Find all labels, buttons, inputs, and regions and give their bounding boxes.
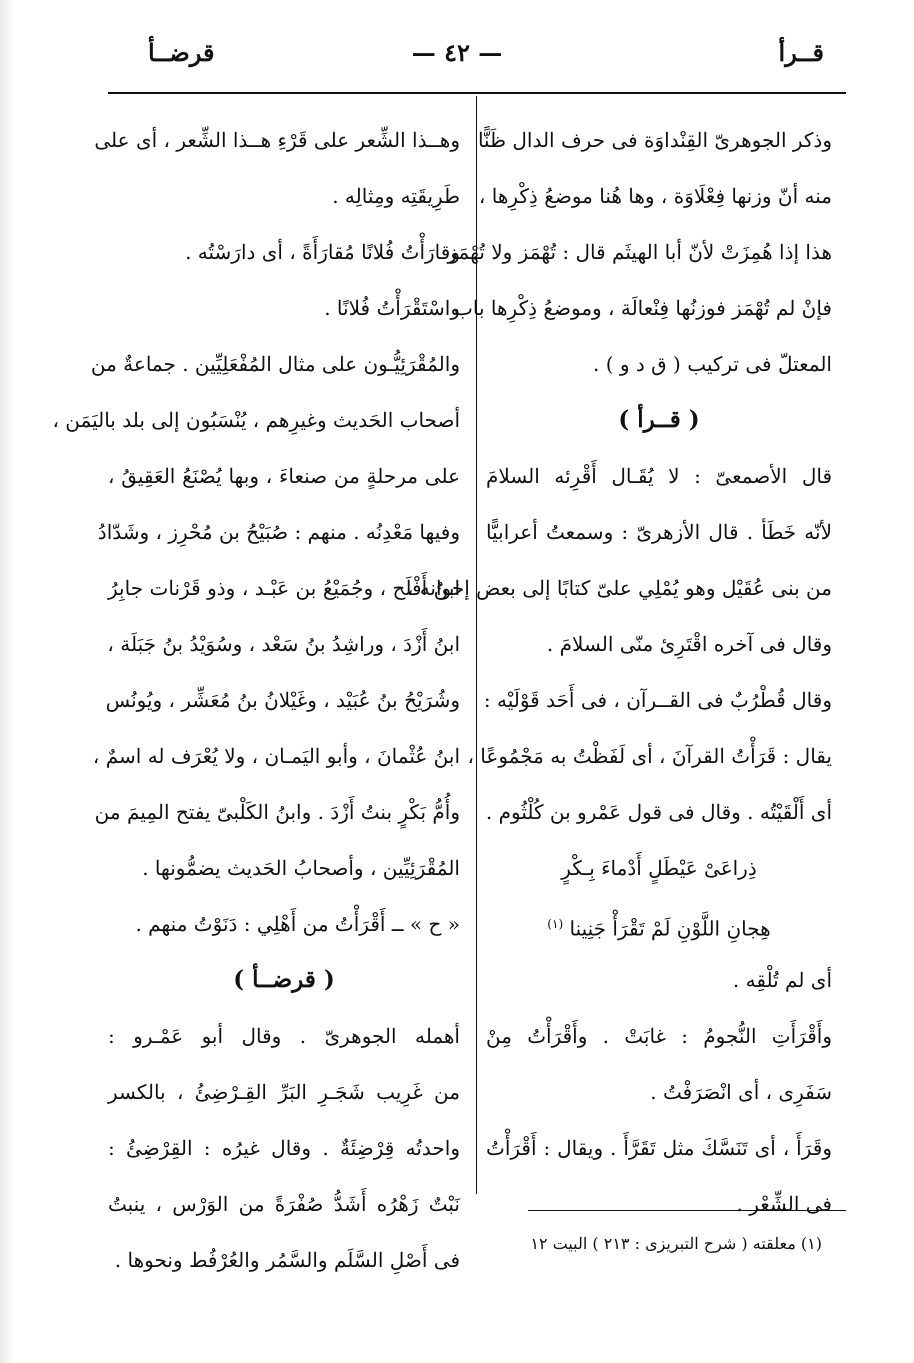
entry-heading: ( قرضــأ ) — [233, 966, 335, 993]
text-line: لأنّه خَطَأ . قال الأزهرىّ : وسمعتُ أعرابيًّا — [486, 520, 832, 544]
text-line: أى لم تُلْقِه . — [732, 968, 832, 992]
text-line: وأَقْرَأَتِ النُّجومُ : غابَتْ . وأَقْرَأْتُ مِنْ — [486, 1024, 832, 1048]
right-column — [406, 112, 832, 1232]
text-line: يقال : قَرَأْتُ القرآنَ ، أى لَفَظْتُ به مَجْمُوعًا ، — [467, 744, 832, 768]
scan-edge-shading — [0, 0, 14, 1363]
header-entry-word: قــرأ — [778, 38, 824, 67]
verse-line: هِجانِ اللَّوْنِ لَمْ تَقْرَأْ جَنِينا $^{(١)}$ — [547, 916, 771, 941]
text-line: وفيها مَعْدِنُه . منهم : صُبَيْحُ بن مُحْرِز ، وشَدّادُ — [97, 520, 460, 544]
text-line: سَفَرِى ، أى انْصَرَفْتُ . — [650, 1080, 832, 1104]
left-column — [52, 112, 460, 1288]
text-line: قال الأصمعىّ : لا يُقَـال أَقْرِئه السلامَ — [486, 464, 832, 488]
text-line: فإنْ لم تُهْمَز فوزنُها فِنْعالَة ، وموضعُ ذِكْرِها باب — [454, 296, 832, 320]
text-line: « ح » ــ أَقْرَأْتُ من أَهْلِي : دَنَوْتُ منهم . — [135, 912, 460, 936]
text-line: واسْتَقْرَأْتُ فُلانًا . — [324, 296, 460, 320]
entry-heading: ( قــرأ ) — [618, 406, 700, 433]
text-line: فى الشِّعْر . — [736, 1192, 832, 1216]
footnote-rule — [528, 1210, 846, 1211]
text-line: أصحاب الحَديث وغيرِهم ، يُنْسَبُون إلى بلد باليَمَن ، — [52, 408, 460, 432]
text-line: المعتلّ فى تركيب ( ق د و ) . — [593, 352, 832, 376]
text-line: وشُرَيْحُ بنُ عُبَيْد ، وغَيْلانُ بنُ مُعَشِّر ، ويُونُس — [105, 688, 460, 712]
text-line: وذكر الجوهرىّ القِنْداوَة فى حرف الدال ظَنًّا — [477, 128, 832, 152]
verse-line: ذِراعَىْ عَيْطَلٍ أَدْماءَ بِـكْرٍ — [561, 856, 757, 880]
page-number: — ٤٢ — — [411, 38, 503, 67]
text-line: طَرِيقَتِه ومِثالِه . — [332, 184, 460, 208]
text-line: وقَرَأَ ، أى تَنَسَّكَ مثل تَقَرَّأَ . ويقال : أَقْرَأْتُ — [486, 1136, 832, 1160]
text-line: ابنُ أَزْدَ ، وراشِدُ بنُ سَعْد ، وسُوَيْدُ بنُ جَبَلَة ، — [107, 632, 460, 656]
footnote: (١) معلقته ( شرح التبريزى : ٢١٣ ) البيت ١٢ — [530, 1234, 822, 1253]
text-line: وقال قُطْرُبٌ فى القــرآن ، فى أَحَد قَوْلَيْه : — [483, 688, 832, 712]
header-rule — [108, 92, 846, 94]
text-line: أى أَلْقَيْتُه . وقال فى قول عَمْرو بن كُلْثُوم . — [485, 800, 832, 824]
text-line: ابنُ أَفْلَح ، وجُمَيْعُ بن عَبْـد ، وذو قَرْنات جابِرُ — [108, 576, 460, 600]
text-line: والمُقْرَئِيُّـون على مثال المُفْعَلِيِّين . جماعةٌ من — [90, 352, 460, 376]
text-line: على مرحلةٍ من صنعاءَ ، وبها يُصْنَعُ العَقِيقُ ، — [108, 464, 460, 488]
text-line: واحدتُه قِرْضِئَةٌ . وقال غيرُه : القِرْضِئُ : — [108, 1136, 460, 1160]
text-line: ابنُ عُثْمانَ ، وأبو اليَمـان ، ولا يُعْرَف له اسمٌ ، — [92, 744, 460, 768]
text-line: من بنى عُقَيْل وهو يُمْلِي علىّ كتابًا إلى بعض إخوانه ، — [406, 576, 832, 600]
footnote-marker: (١) — [547, 917, 564, 931]
text-line: من غَرِيب شَجَـرِ البَرِّ القِـرْضِئُ ، بالكسر — [108, 1080, 460, 1104]
text-line: وهــذا الشِّعر على قَرْءِ هــذا الشِّعر ، أى على — [94, 128, 460, 152]
header-last-entry-word: قرضــأ — [148, 38, 215, 67]
text-line: وقارَأْتُ فُلانًا مُقارَأَةً ، أى دارَسْتُه . — [185, 240, 460, 264]
text-line: هذا إذا هُمِزَتْ لأنّ أبا الهيثَم قال : تُهْمَز ولا تُهْمَز — [447, 240, 832, 264]
text-line: منه أنّ وزنها فِعْلَاوَة ، وها هُنا موضعُ ذِكْرِها ، — [478, 184, 832, 208]
text-line: فى أَصْلِ السَّلَم والسَّمُر والعُرْفُط ونحوها . — [114, 1248, 460, 1272]
text-line: أهمله الجوهرىّ . وقال أبو عَمْـرو : — [108, 1024, 460, 1048]
text-line: وأُمُّ بَكْرٍ بنتُ أَزْدَ . وابنُ الكَلْبىّ يفتح المِيمَ من — [94, 800, 460, 824]
text-line: المُقْرَئِيِّين ، وأصحابُ الحَديث يضمُّونها . — [142, 856, 460, 880]
text-line: وقال فى آخره اقْتَرِئ منّى السلامَ . — [546, 632, 832, 656]
text-line: نَبْتٌ زَهْرُه أَشَدُّ صُفْرَةً من الوَرْس ، ينبتُ — [108, 1192, 460, 1216]
